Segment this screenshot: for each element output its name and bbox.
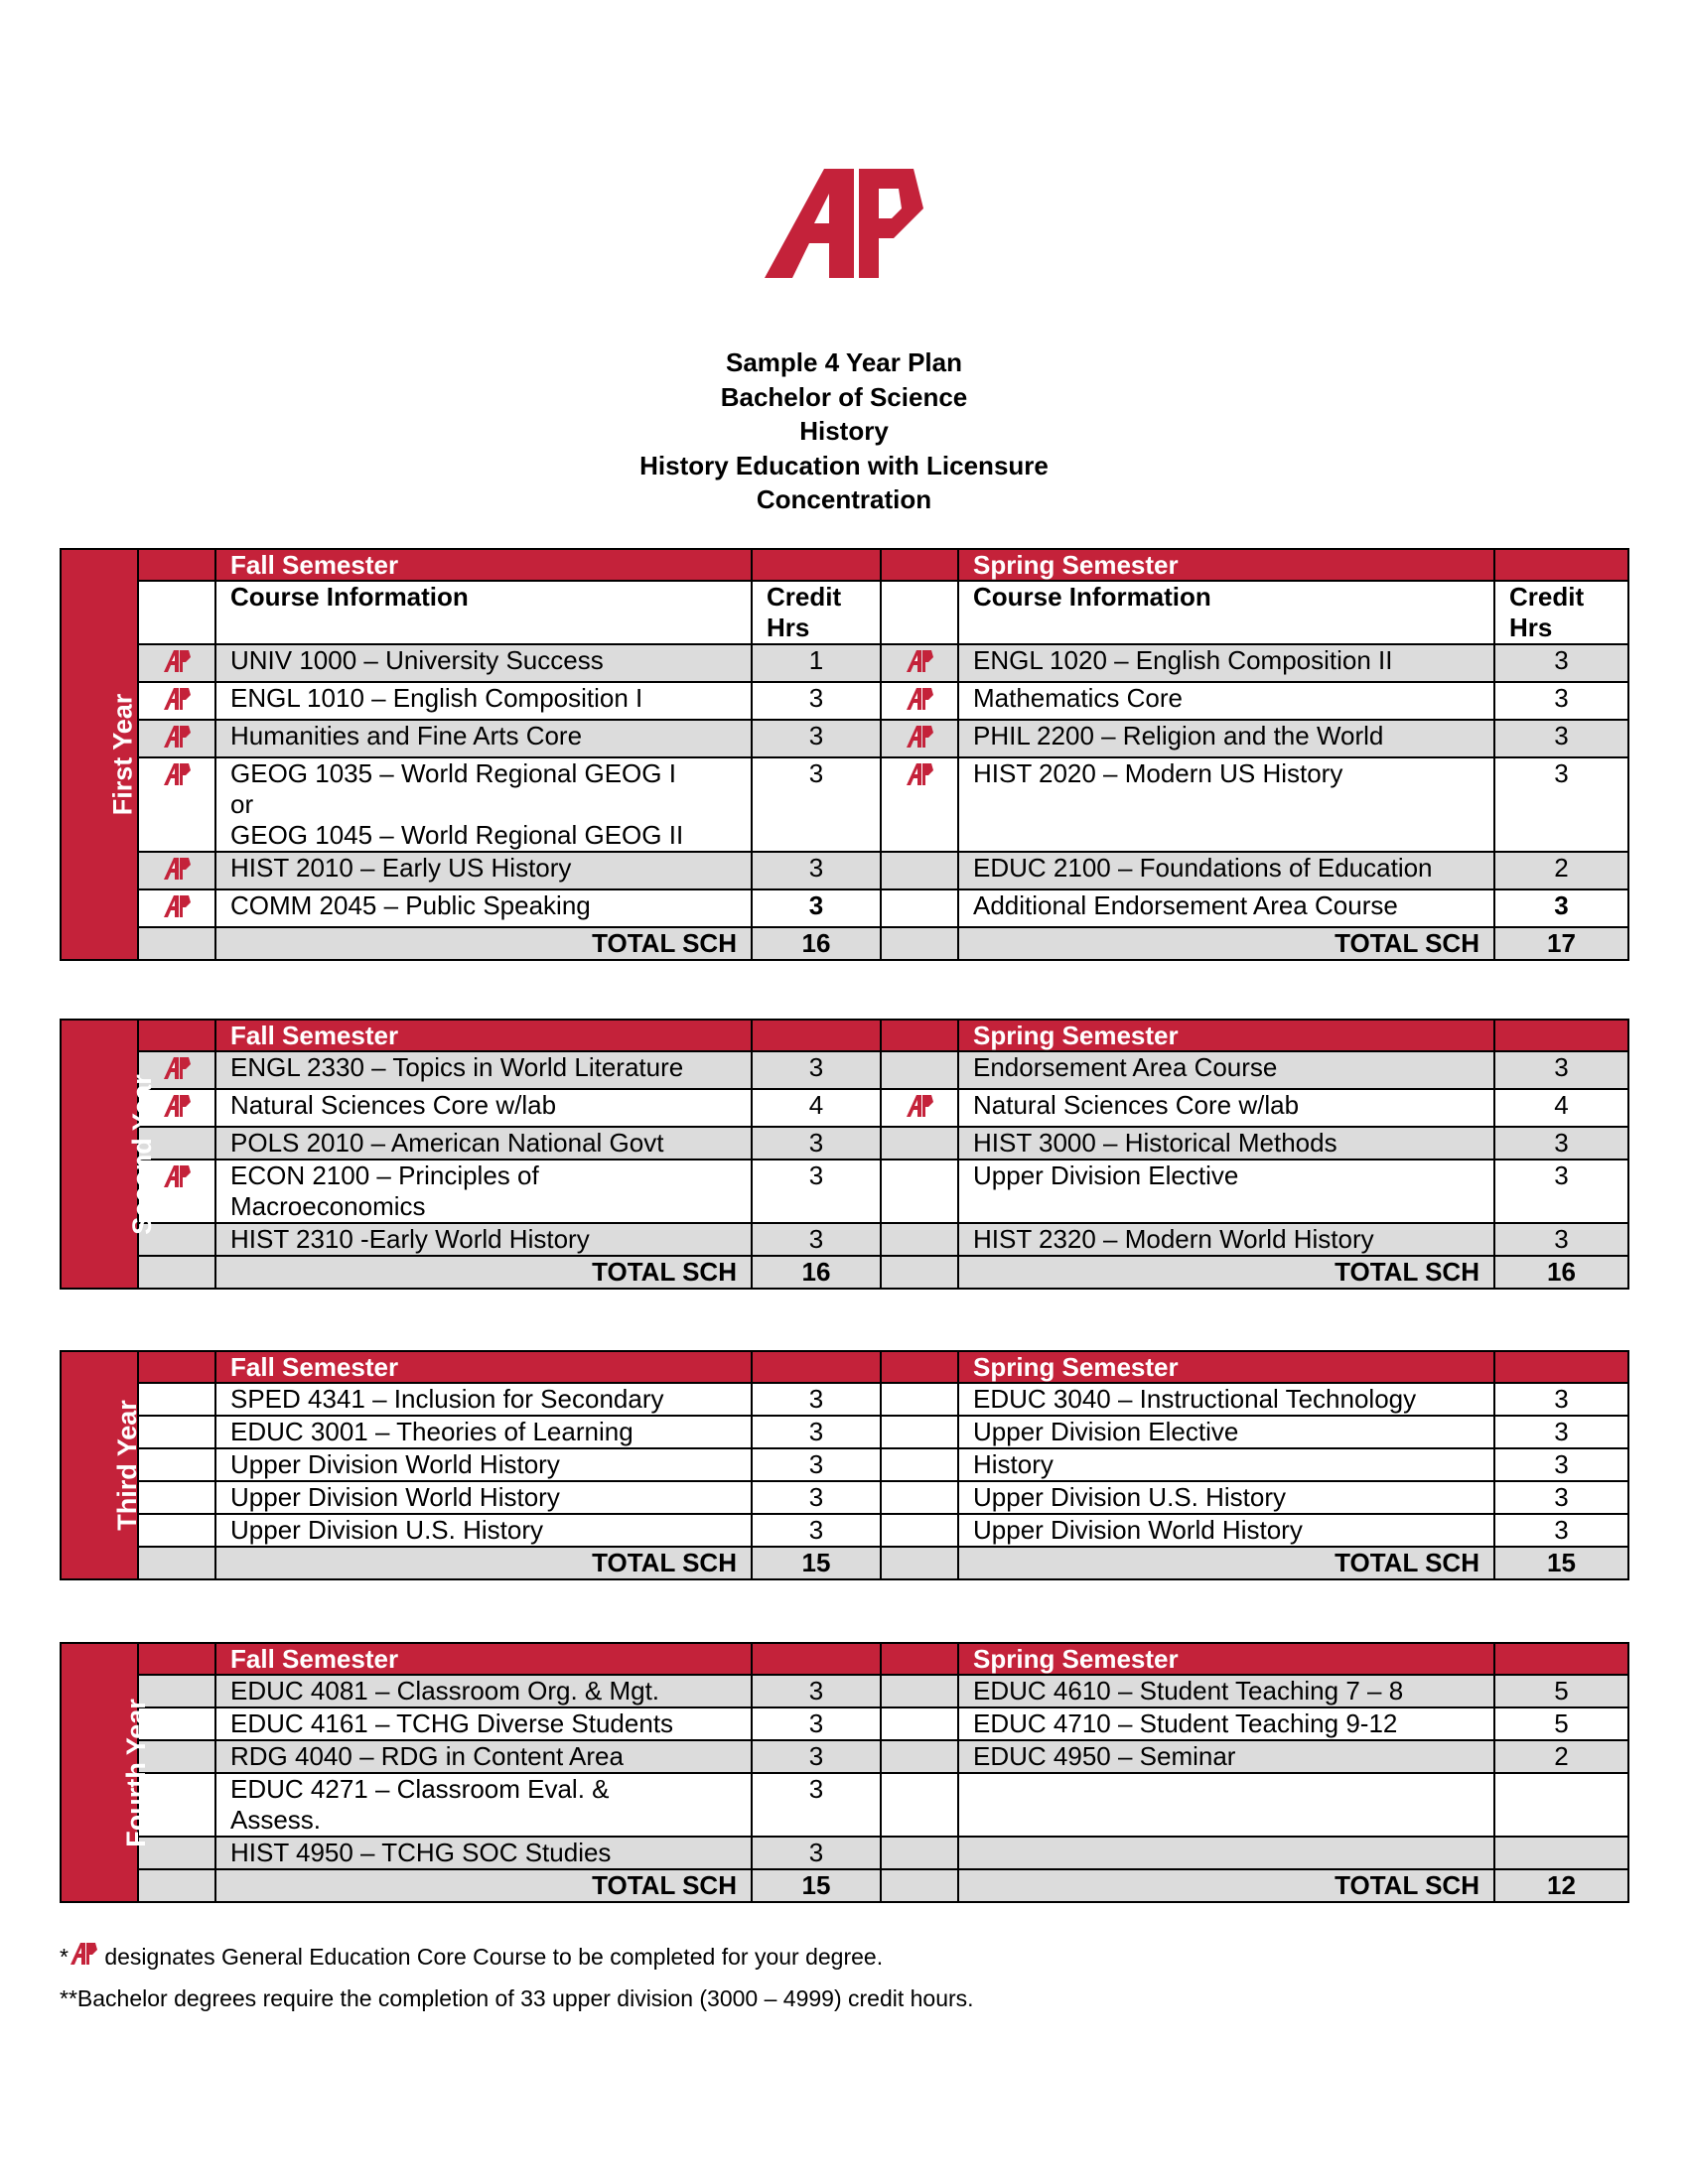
gen-ed-marker bbox=[881, 1514, 958, 1547]
spring-course: HIST 3000 – Historical Methods bbox=[958, 1127, 1494, 1160]
course-row bbox=[61, 1383, 1628, 1416]
gen-ed-core-icon bbox=[905, 686, 934, 712]
gen-ed-core-icon bbox=[69, 1941, 98, 1967]
gen-ed-marker bbox=[881, 889, 958, 927]
fall-total-label: TOTAL SCH bbox=[215, 927, 752, 960]
course-row bbox=[61, 852, 1628, 889]
spring-course: Upper Division U.S. History bbox=[958, 1481, 1494, 1514]
fall-course: POLS 2010 – American National Govt bbox=[215, 1127, 752, 1160]
total-row bbox=[61, 927, 1628, 960]
fall-credit: 3 bbox=[752, 1740, 881, 1773]
gen-ed-marker bbox=[881, 1837, 958, 1869]
course-row bbox=[61, 1089, 1628, 1127]
spring-credit: 3 bbox=[1494, 1448, 1628, 1481]
fall-course: EDUC 4081 – Classroom Org. & Mgt. bbox=[215, 1675, 752, 1707]
year-label-cell bbox=[61, 1020, 157, 1289]
fall-course: Upper Division World History bbox=[215, 1481, 752, 1514]
course-row bbox=[61, 1416, 1628, 1448]
fall-credit: 3 bbox=[752, 1773, 881, 1837]
spring-course bbox=[958, 1837, 1494, 1869]
fall-course: COMM 2045 – Public Speaking bbox=[215, 889, 752, 927]
gen-ed-marker bbox=[881, 644, 958, 682]
fall-credit: 3 bbox=[752, 757, 881, 852]
fall-credit: 3 bbox=[752, 1051, 881, 1089]
spring-credit: 3 bbox=[1494, 757, 1628, 852]
gen-ed-marker bbox=[138, 889, 215, 927]
fall-course: Upper Division World History bbox=[215, 1448, 752, 1481]
spring-course: Additional Endorsement Area Course bbox=[958, 889, 1494, 927]
fall-semester-header: Fall Semester bbox=[215, 1351, 752, 1383]
spring-total: 17 bbox=[1494, 927, 1628, 960]
gen-ed-marker bbox=[881, 1223, 958, 1256]
course-row bbox=[61, 1160, 1628, 1223]
spring-total: 12 bbox=[1494, 1869, 1628, 1902]
gen-ed-marker bbox=[138, 757, 215, 852]
fall-semester-header: Fall Semester bbox=[215, 1020, 752, 1051]
gen-ed-marker bbox=[138, 1383, 215, 1416]
fall-credit: 3 bbox=[752, 1837, 881, 1869]
spring-credit bbox=[1494, 1837, 1628, 1869]
spring-credit: 3 bbox=[1494, 1127, 1628, 1160]
gen-ed-marker bbox=[138, 852, 215, 889]
spring-credit: 3 bbox=[1494, 1416, 1628, 1448]
gen-ed-core-icon bbox=[905, 1093, 934, 1119]
gen-ed-core-icon bbox=[162, 856, 192, 882]
spring-credit: 4 bbox=[1494, 1089, 1628, 1127]
total-row bbox=[61, 1256, 1628, 1289]
footnotes bbox=[60, 1936, 974, 2019]
gen-ed-marker bbox=[881, 852, 958, 889]
fall-course: HIST 4950 – TCHG SOC Studies bbox=[215, 1837, 752, 1869]
course-row bbox=[61, 1481, 1628, 1514]
fall-credit: 3 bbox=[752, 1707, 881, 1740]
fall-credit: 4 bbox=[752, 1089, 881, 1127]
fall-total-label: TOTAL SCH bbox=[215, 1547, 752, 1579]
fall-credit: 3 bbox=[752, 1416, 881, 1448]
fall-total: 15 bbox=[752, 1547, 881, 1579]
fall-credit: 3 bbox=[752, 1481, 881, 1514]
gen-ed-marker bbox=[138, 644, 215, 682]
gen-ed-marker bbox=[881, 1773, 958, 1837]
fall-course: HIST 2010 – Early US History bbox=[215, 852, 752, 889]
gen-ed-core-icon bbox=[162, 1093, 192, 1119]
title-line: Sample 4 Year Plan bbox=[726, 347, 962, 377]
fall-course: EDUC 3001 – Theories of Learning bbox=[215, 1416, 752, 1448]
fall-course: Upper Division U.S. History bbox=[215, 1514, 752, 1547]
fall-course: ECON 2100 – Principles of Macroeconomics bbox=[215, 1160, 752, 1223]
gen-ed-core-icon bbox=[162, 1163, 192, 1189]
spring-course: EDUC 4950 – Seminar bbox=[958, 1740, 1494, 1773]
course-row bbox=[61, 682, 1628, 720]
spring-credit: 2 bbox=[1494, 852, 1628, 889]
spring-course: ENGL 1020 – English Composition II bbox=[958, 644, 1494, 682]
title-line: History Education with Licensure bbox=[639, 450, 1049, 480]
spring-course: History bbox=[958, 1448, 1494, 1481]
course-row bbox=[61, 1773, 1628, 1837]
spring-credit: 3 bbox=[1494, 1051, 1628, 1089]
credit-hrs-header: Credit Hrs bbox=[1494, 581, 1628, 644]
spring-credit: 3 bbox=[1494, 1223, 1628, 1256]
spring-semester-header: Spring Semester bbox=[958, 549, 1494, 581]
fall-credit: 3 bbox=[752, 852, 881, 889]
gen-ed-marker bbox=[881, 1448, 958, 1481]
course-row bbox=[61, 1675, 1628, 1707]
spring-total-label: TOTAL SCH bbox=[958, 1256, 1494, 1289]
spring-course: PHIL 2200 – Religion and the World bbox=[958, 720, 1494, 757]
spring-semester-header: Spring Semester bbox=[958, 1351, 1494, 1383]
fall-credit: 3 bbox=[752, 1675, 881, 1707]
spring-credit: 2 bbox=[1494, 1740, 1628, 1773]
gen-ed-core-icon bbox=[162, 648, 192, 674]
gen-ed-marker bbox=[881, 1089, 958, 1127]
year-table bbox=[60, 1019, 1629, 1290]
spring-semester-header: Spring Semester bbox=[958, 1643, 1494, 1675]
fall-course: Natural Sciences Core w/lab bbox=[215, 1089, 752, 1127]
gen-ed-marker bbox=[881, 1127, 958, 1160]
spring-course: Upper Division Elective bbox=[958, 1160, 1494, 1223]
credit-hrs-header: Credit Hrs bbox=[752, 581, 881, 644]
spring-credit: 5 bbox=[1494, 1675, 1628, 1707]
year-label: Third Year bbox=[111, 1400, 142, 1531]
spring-credit: 3 bbox=[1494, 1160, 1628, 1223]
total-row bbox=[61, 1547, 1628, 1579]
course-info-header: Course Information bbox=[958, 581, 1494, 644]
gen-ed-marker bbox=[881, 1383, 958, 1416]
fall-credit: 1 bbox=[752, 644, 881, 682]
course-row bbox=[61, 1740, 1628, 1773]
year-label: First Year bbox=[107, 693, 138, 816]
spring-course: EDUC 4710 – Student Teaching 9-12 bbox=[958, 1707, 1494, 1740]
fall-credit: 3 bbox=[752, 1514, 881, 1547]
fall-course: EDUC 4271 – Classroom Eval. & Assess. bbox=[215, 1773, 752, 1837]
gen-ed-core-icon bbox=[162, 761, 192, 787]
gen-ed-marker bbox=[881, 1051, 958, 1089]
gen-ed-marker bbox=[138, 1448, 215, 1481]
spring-credit: 3 bbox=[1494, 1383, 1628, 1416]
course-row bbox=[61, 1051, 1628, 1089]
spring-course: EDUC 2100 – Foundations of Education bbox=[958, 852, 1494, 889]
fall-total-label: TOTAL SCH bbox=[215, 1256, 752, 1289]
fall-course: UNIV 1000 – University Success bbox=[215, 644, 752, 682]
fall-course: RDG 4040 – RDG in Content Area bbox=[215, 1740, 752, 1773]
gen-ed-marker bbox=[138, 1481, 215, 1514]
year-table bbox=[60, 1642, 1629, 1903]
gen-ed-core-icon bbox=[162, 724, 192, 750]
fall-credit: 3 bbox=[752, 720, 881, 757]
gen-ed-marker bbox=[881, 1481, 958, 1514]
gen-ed-marker bbox=[881, 1675, 958, 1707]
course-row bbox=[61, 1127, 1628, 1160]
year-table bbox=[60, 1350, 1629, 1580]
spring-course: HIST 2320 – Modern World History bbox=[958, 1223, 1494, 1256]
course-info-header: Course Information bbox=[215, 581, 752, 644]
gen-ed-core-icon bbox=[162, 893, 192, 919]
year-label-cell bbox=[61, 549, 138, 960]
year-label: Fourth Year bbox=[120, 1698, 151, 1847]
year-label-cell bbox=[61, 1643, 151, 1902]
gen-ed-marker bbox=[881, 1160, 958, 1223]
gen-ed-marker bbox=[138, 720, 215, 757]
course-row bbox=[61, 1837, 1628, 1869]
gen-ed-marker bbox=[881, 757, 958, 852]
spring-course: Upper Division World History bbox=[958, 1514, 1494, 1547]
gen-ed-core-icon bbox=[162, 1055, 192, 1081]
year-label-cell bbox=[61, 1351, 142, 1579]
spring-course: Mathematics Core bbox=[958, 682, 1494, 720]
course-row bbox=[61, 757, 1628, 852]
course-row bbox=[61, 889, 1628, 927]
spring-total-label: TOTAL SCH bbox=[958, 927, 1494, 960]
course-row bbox=[61, 644, 1628, 682]
footnote-upper-division: **Bachelor degrees require the completion of 33 upper division (3000 – 4999) credit hours. bbox=[60, 1985, 974, 2011]
fall-semester-header: Fall Semester bbox=[215, 549, 752, 581]
gen-ed-core-icon bbox=[905, 761, 934, 787]
spring-total: 15 bbox=[1494, 1547, 1628, 1579]
fall-course: ENGL 1010 – English Composition I bbox=[215, 682, 752, 720]
title-line: History bbox=[799, 416, 889, 446]
spring-credit: 3 bbox=[1494, 1481, 1628, 1514]
fall-course: HIST 2310 -Early World History bbox=[215, 1223, 752, 1256]
university-logo bbox=[755, 149, 933, 308]
gen-ed-marker bbox=[881, 1416, 958, 1448]
gen-ed-marker bbox=[881, 1740, 958, 1773]
fall-total-label: TOTAL SCH bbox=[215, 1869, 752, 1902]
fall-course: GEOG 1035 – World Regional GEOG I or GEOG 1045 – World Regional GEOG II bbox=[215, 757, 752, 852]
spring-semester-header: Spring Semester bbox=[958, 1020, 1494, 1051]
title-line: Concentration bbox=[756, 484, 932, 514]
gen-ed-marker bbox=[138, 682, 215, 720]
fall-credit: 3 bbox=[752, 889, 881, 927]
fall-total: 16 bbox=[752, 1256, 881, 1289]
fall-course: SPED 4341 – Inclusion for Secondary bbox=[215, 1383, 752, 1416]
total-row bbox=[61, 1869, 1628, 1902]
spring-course bbox=[958, 1773, 1494, 1837]
spring-total-label: TOTAL SCH bbox=[958, 1547, 1494, 1579]
gen-ed-marker bbox=[138, 1514, 215, 1547]
gen-ed-marker bbox=[138, 1416, 215, 1448]
fall-course: ENGL 2330 – Topics in World Literature bbox=[215, 1051, 752, 1089]
gen-ed-marker bbox=[881, 1707, 958, 1740]
spring-credit bbox=[1494, 1773, 1628, 1837]
spring-course: EDUC 4610 – Student Teaching 7 – 8 bbox=[958, 1675, 1494, 1707]
spring-credit: 3 bbox=[1494, 644, 1628, 682]
fall-total: 15 bbox=[752, 1869, 881, 1902]
course-row bbox=[61, 1707, 1628, 1740]
spring-total: 16 bbox=[1494, 1256, 1628, 1289]
gen-ed-core-icon bbox=[905, 648, 934, 674]
gen-ed-marker bbox=[881, 682, 958, 720]
spring-credit: 3 bbox=[1494, 682, 1628, 720]
spring-course: Natural Sciences Core w/lab bbox=[958, 1089, 1494, 1127]
fall-course: EDUC 4161 – TCHG Diverse Students bbox=[215, 1707, 752, 1740]
fall-credit: 3 bbox=[752, 1223, 881, 1256]
spring-credit: 5 bbox=[1494, 1707, 1628, 1740]
fall-credit: 3 bbox=[752, 1127, 881, 1160]
plan-title-block bbox=[0, 345, 1688, 517]
course-row bbox=[61, 1448, 1628, 1481]
course-row bbox=[61, 720, 1628, 757]
fall-course: Humanities and Fine Arts Core bbox=[215, 720, 752, 757]
gen-ed-core-icon bbox=[162, 686, 192, 712]
spring-total-label: TOTAL SCH bbox=[958, 1869, 1494, 1902]
spring-course: EDUC 3040 – Instructional Technology bbox=[958, 1383, 1494, 1416]
fall-total: 16 bbox=[752, 927, 881, 960]
course-row bbox=[61, 1514, 1628, 1547]
spring-course: Upper Division Elective bbox=[958, 1416, 1494, 1448]
year-table bbox=[60, 548, 1629, 961]
spring-credit: 3 bbox=[1494, 720, 1628, 757]
spring-credit: 3 bbox=[1494, 889, 1628, 927]
fall-credit: 3 bbox=[752, 682, 881, 720]
gen-ed-core-icon bbox=[905, 724, 934, 750]
spring-course: HIST 2020 – Modern US History bbox=[958, 757, 1494, 852]
year-label: Second Year bbox=[126, 1073, 157, 1235]
gen-ed-marker bbox=[881, 720, 958, 757]
fall-semester-header: Fall Semester bbox=[215, 1643, 752, 1675]
fall-credit: 3 bbox=[752, 1160, 881, 1223]
fall-credit: 3 bbox=[752, 1383, 881, 1416]
course-row bbox=[61, 1223, 1628, 1256]
spring-credit: 3 bbox=[1494, 1514, 1628, 1547]
fall-credit: 3 bbox=[752, 1448, 881, 1481]
footnote-gen-ed: * designates General Education Core Course to be completed for your degree. bbox=[60, 1936, 974, 1978]
spring-course: Endorsement Area Course bbox=[958, 1051, 1494, 1089]
title-line: Bachelor of Science bbox=[720, 381, 968, 412]
